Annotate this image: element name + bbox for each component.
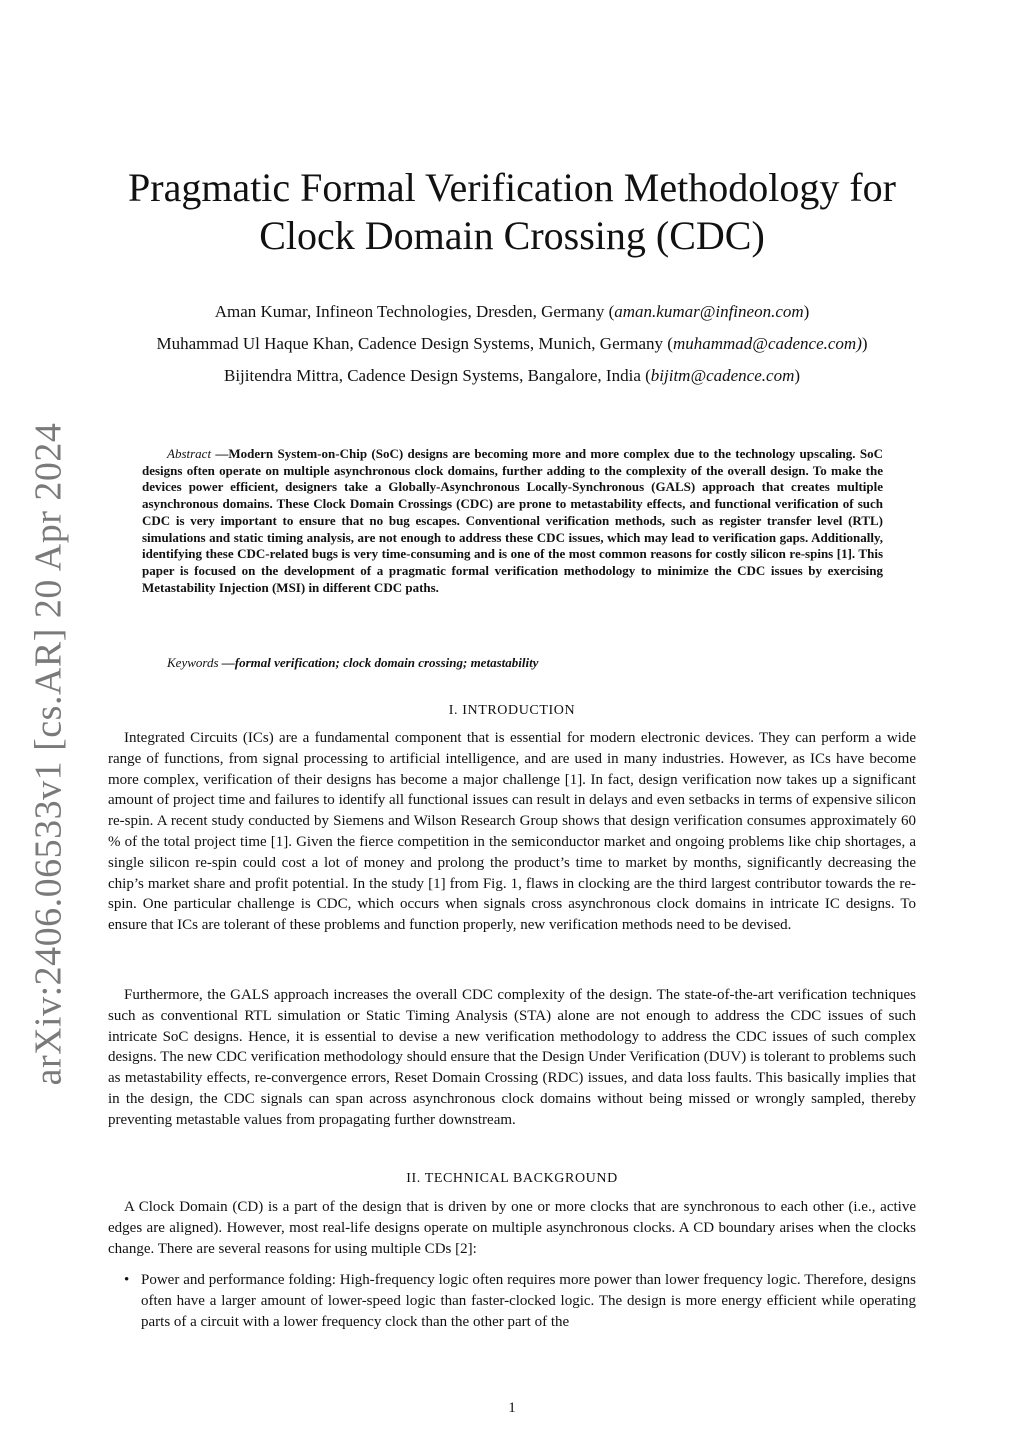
section-heading-technical-background: II. TECHNICAL BACKGROUND [406,1171,618,1186]
bullet-list [108,1270,916,1332]
arxiv-identifier-stamp [16,422,80,1086]
keywords [167,655,538,672]
body-paragraph: Furthermore, the GALS approach increases the overall CDC complexity of the design. The state-of-the-art verification techniques such as conventional RTL simulation or Static Timing Analysis (STA) alone are not enough to address the CDC issues of such intricate SoC designs. Hence, it is essential to devise a new verification methodology to address the CDC issues of such complex designs. The new CDC verification methodology should ensure that the Design Under Verification (DUV) is tolerant to problems such as metastability effects, re-convergence errors, Reset Domain Crossing (RDC) issues, and data loss faults. This basically implies that in the design, the CDC signals can span across asynchronous clock domains without being missed or wrongly sampled, thereby preventing metastable values from propagating further downstream. [108,987,916,1128]
author-email: bijitm@cadence.com [650,366,795,385]
abstract-label: Abstract [167,446,212,461]
body-paragraph: Integrated Circuits (ICs) are a fundamental component that is essential for modern electronic devices. They can perform a wide range of functions, from signal processing to artificial intelligence, and are used in many industries. However, as ICs have become more complex, verification of their designs has become a major challenge [1]. In fact, design verification now takes up a significant amount of project time and failures to identify all functional issues can result in delays and even setbacks in terms of expensive silicon re-spin. A recent study conducted by Siemens and Wilson Research Group shows that design verification consumes approximately 60 % of the total project time [1]. Given the fierce competition in the semiconductor market and ongoing problems like chip shortages, a single silicon re-spin could cost a lot of money and prolong the product’s time to market by months, significantly decreasing the chip’s market share and profit potential. In the study [1] from Fig. 1, flaws in clocking are the third largest contributor towards the re-spin. One particular challenge is CDC, which occurs when signals cross asynchronous clock domains in intricate IC designs. To ensure that ICs are tolerant of these problems and function properly, new verification methods need to be devised. [108,730,916,934]
section-heading-introduction: I. INTRODUCTION [448,703,576,718]
author-line: Bijitendra Mittra, Cadence Design Systems, Bangalore, India (bijitm@cadence.com) [223,366,801,385]
author-line: Aman Kumar, Infineon Technologies, Dresden, Germany (aman.kumar@infineon.com) [214,302,810,321]
paper-title-line-1: Pragmatic Formal Verification Methodology for [128,165,896,210]
keywords-label: Keywords [167,655,219,670]
list-item [108,1270,916,1332]
list-item-text: Power and performance folding: High-frequency logic often requires more power than lower frequency logic. Therefore, designs often have a larger amount of lower-speed logic than faster-clocked logic. The design is more energy efficient while operating parts of a circuit with a lower frequency clock than the other part of the [141,1272,916,1330]
author-email: aman.kumar@infineon.com [614,302,804,321]
author-block [96,296,928,392]
author-line: Muhammad Ul Haque Khan, Cadence Design Systems, Munich, Germany (muhammad@cadence.com)) [156,334,868,353]
arxiv-identifier-text: arXiv:2406.06533v1 [cs.AR] 20 Apr 2024 [27,422,69,1086]
abstract [142,446,883,596]
page-number: 1 [508,1400,516,1416]
bullet-marker: • [124,1272,130,1288]
author-email: muhammad@cadence.com) [672,334,862,353]
abstract-text: —Modern System-on-Chip (SoC) designs are becoming more and more complex due to the technology upscaling. SoC designs often operate on multiple asynchronous clock domains, further adding to the complexity of the overall design. To make the devices power efficient, designers take a Globally-Asynchronous Locally-Synchronous (GALS) approach that creates multiple asynchronous domains. These Clock Domain Crossings (CDC) are prone to metastability effects, and functional verification of such CDC is very important to ensure that no bug escapes. Conventional verification methods, such as register transfer level (RTL) simulations and static timing analysis, are not enough to address these CDC issues, which may lead to verification gaps. Additionally, identifying these CDC-related bugs is very time-consuming and is one of the most common reasons for costly silicon re-spins [1]. This paper is focused on the development of a pragmatic formal verification methodology to minimize the CDC issues by exercising Metastability Injection (MSI) in different CDC paths. [142,446,883,595]
paper-title [96,164,928,260]
paper-title-line-2: Clock Domain Crossing (CDC) [259,213,765,258]
keywords-text: —formal verification; clock domain crossing; metastability [218,655,539,670]
body-paragraph: A Clock Domain (CD) is a part of the design that is driven by one or more clocks that are synchronous to each other (i.e., active edges are aligned). However, most real-life designs operate on multiple asynchronous clocks. A CD boundary arises when the clocks change. There are several reasons for using multiple CDs [2]: [108,1199,916,1257]
